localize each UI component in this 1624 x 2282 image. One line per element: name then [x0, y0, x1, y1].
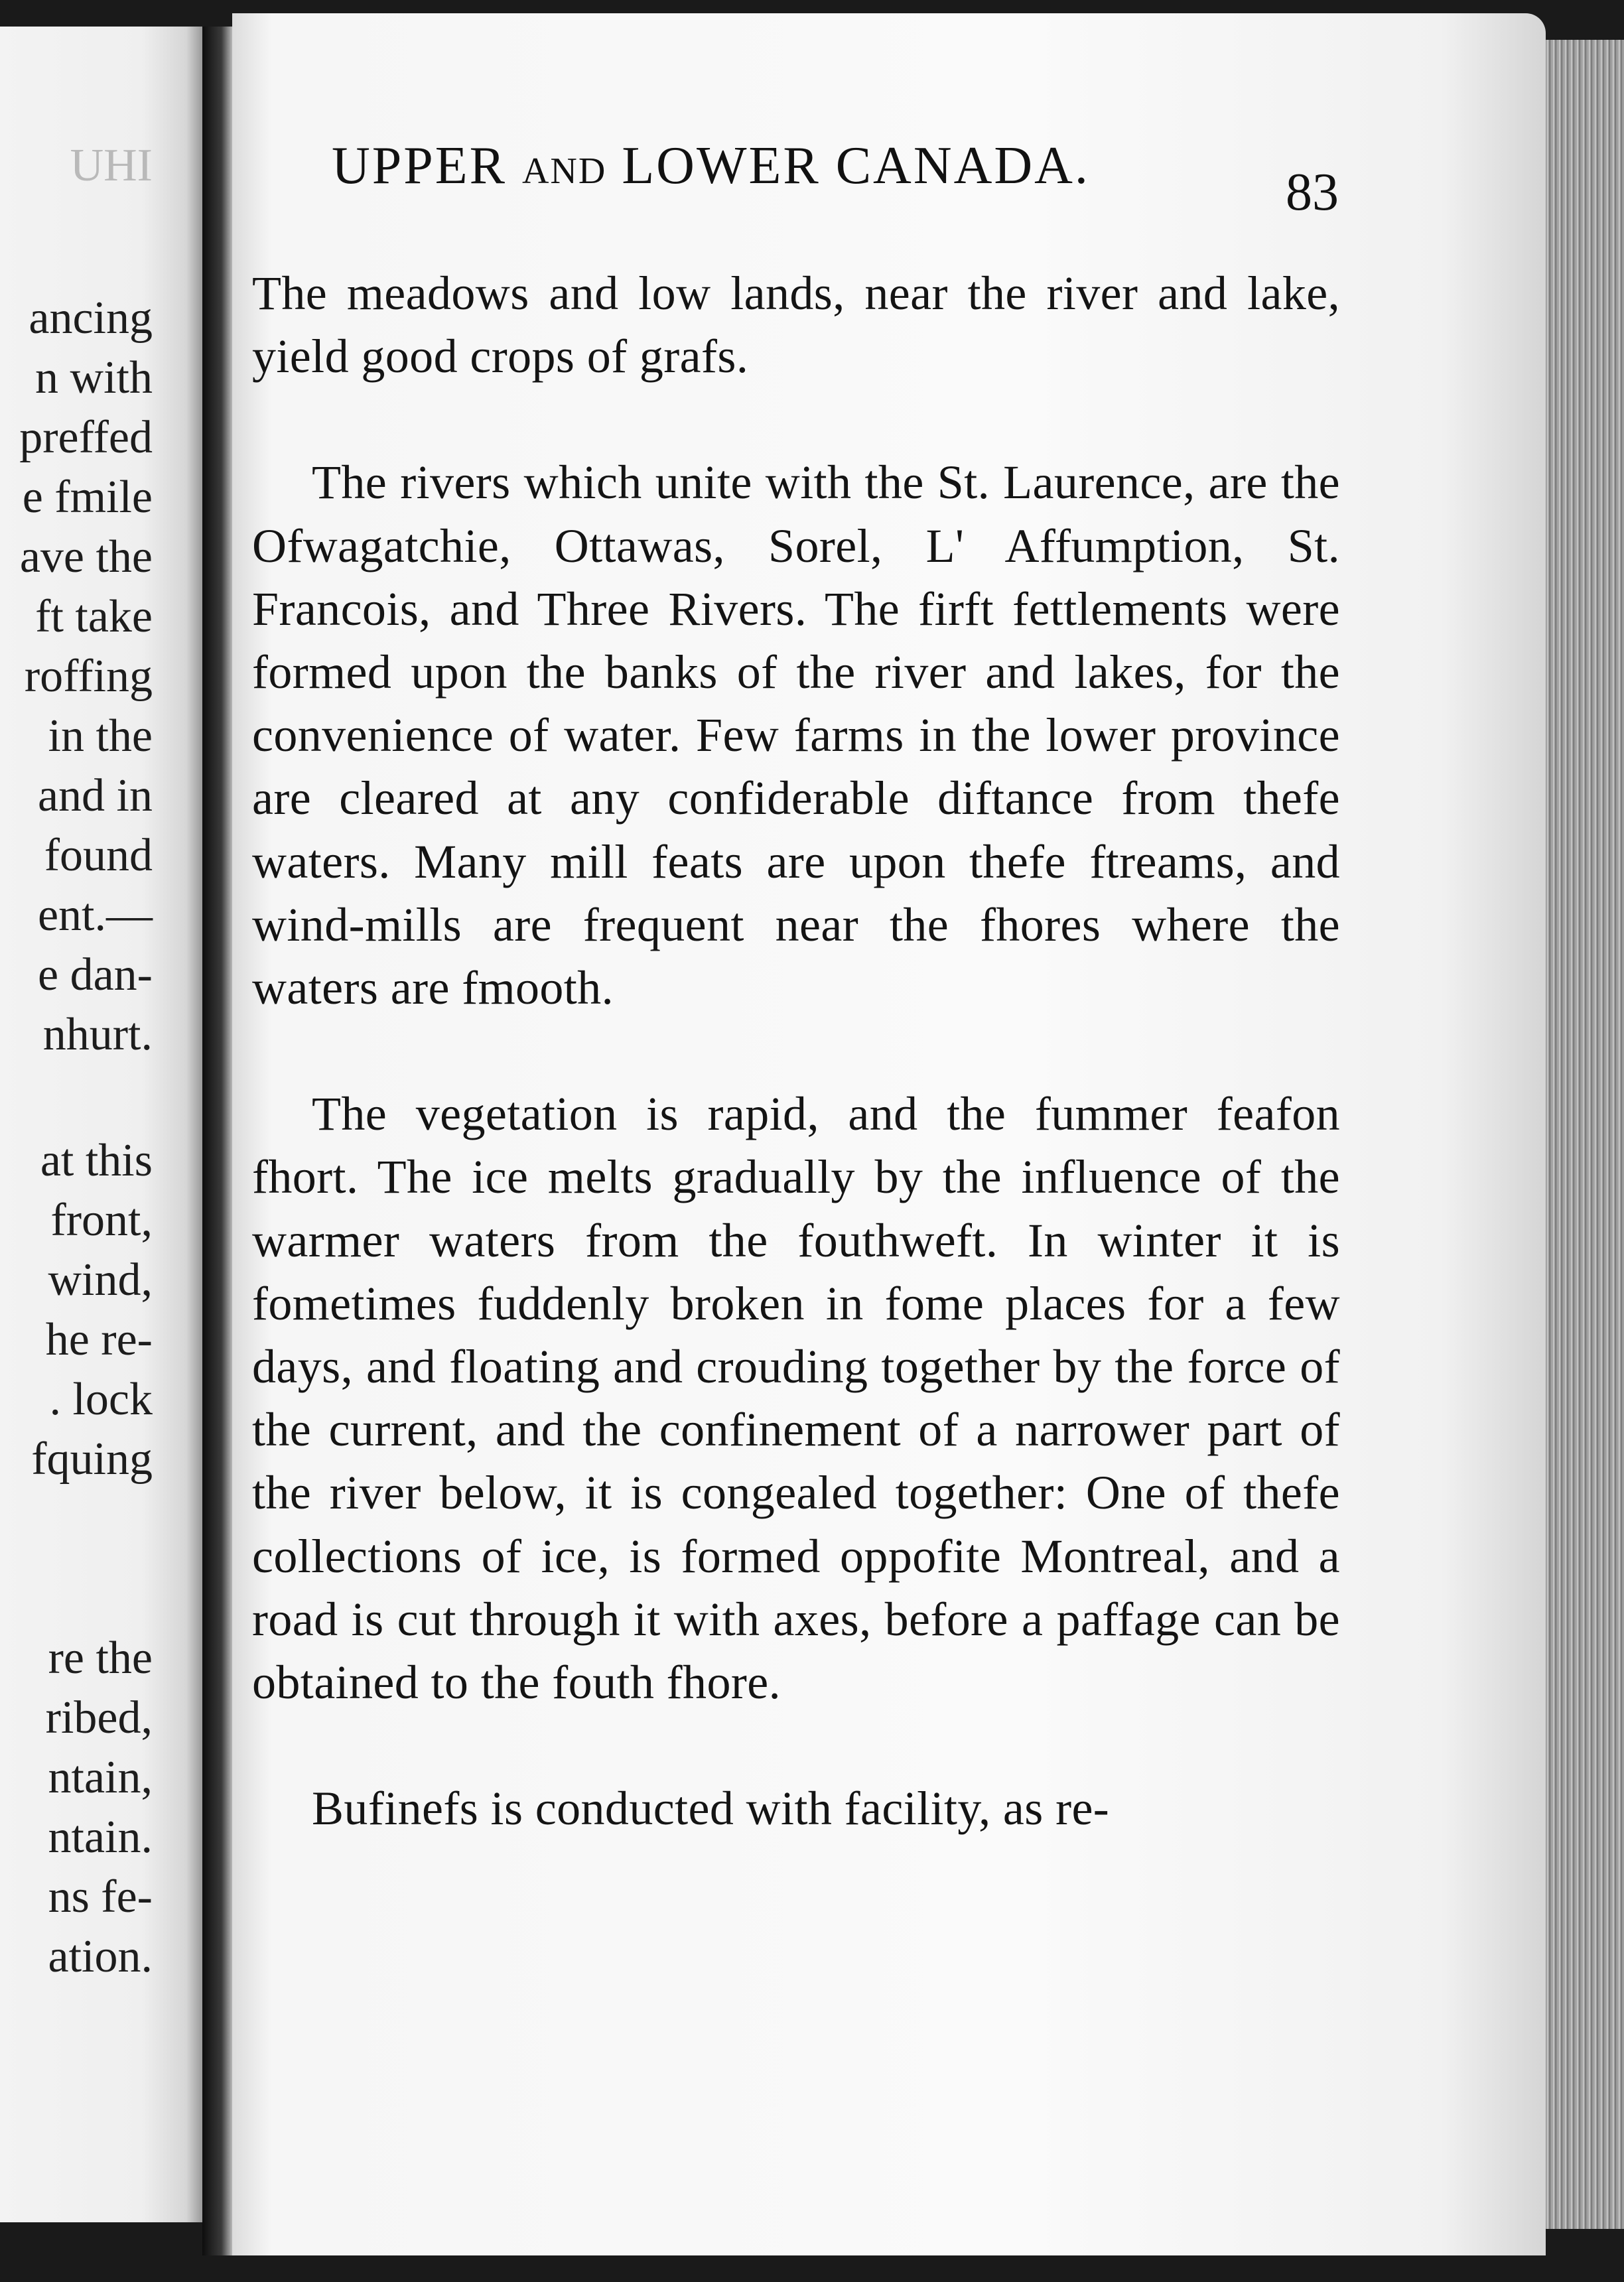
left-page-line: and in	[37, 770, 153, 821]
left-page-line: e dan-	[38, 949, 153, 1000]
left-page-line: ave the	[19, 531, 153, 582]
left-page-line: ft take	[35, 591, 153, 642]
left-page-line: preffed	[19, 412, 153, 463]
left-page-line: wind,	[48, 1254, 153, 1306]
facing-page-left	[0, 27, 202, 2222]
page-body	[252, 262, 1340, 1840]
running-head-and: AND	[521, 151, 607, 192]
left-page-line: ntain,	[48, 1752, 153, 1803]
left-page-line: front,	[50, 1195, 153, 1246]
left-page-line: nhurt.	[42, 1009, 153, 1060]
paragraph-business: Bufinefs is conducted with facility, as re-	[312, 1782, 1110, 1836]
running-head	[332, 136, 1090, 201]
paragraph-meadows: The meadows and low lands, near the river and lake, yield good crops of grafs.	[252, 267, 1340, 383]
left-page-line: e fmile	[22, 472, 153, 523]
left-page-line: found	[44, 830, 153, 881]
paragraph-rivers: The rivers which unite with the St. Laurence, are the Ofwagatchie, Ottawas, Sorel, L' Affumption, St. Francois, and Three Rivers. The firft fettlements were formed upon the banks of the river and lakes, for the convenience of water. Few farms in the lower province are cleared at any confiderable diftance from thefe waters. Many mill feats are upon thefe ftreams, and wind-mills are frequent near the fhores where the waters are fmooth.	[252, 456, 1340, 1015]
left-page-line: ntain.	[48, 1812, 153, 1863]
paragraph-vegetation: The vegetation is rapid, and the fummer feafon fhort. The ice melts gradually by the influence of the warmer waters from the fouthweft. In winter it is fometimes fuddenly broken in fome places for a few days, and floating and crouding together by the force of the current, and the confinement of a narrower part of the river below, it is congealed together: One of thefe collections of ice, is formed oppofite Montreal, and a road is cut through it with axes, before a paffage can be obtained to the fouth fhore.	[252, 1087, 1340, 1710]
page-number: 83	[1286, 163, 1339, 222]
left-page-line: . lock	[49, 1374, 153, 1425]
left-page-line: ns fe-	[48, 1871, 153, 1922]
book-gutter	[202, 27, 234, 2255]
page-edges-stack	[1546, 40, 1624, 2229]
left-page-line: ribed,	[45, 1692, 153, 1743]
left-page-line: ation.	[48, 1931, 153, 1982]
left-page-line: in the	[48, 710, 153, 762]
left-page-line: he re-	[45, 1314, 153, 1365]
left-page-line: re the	[48, 1633, 153, 1684]
left-page-line: fquing	[31, 1434, 153, 1485]
left-page-line: roffing	[24, 651, 153, 702]
left-page-line: n with	[35, 352, 153, 403]
running-head-upper: UPPER	[332, 137, 507, 195]
left-page-line: ancing	[29, 293, 153, 344]
running-head-lower-canada: LOWER CANADA.	[622, 137, 1090, 195]
left-page-line: ent.—	[37, 890, 153, 941]
left-page-line: at this	[40, 1135, 153, 1186]
left-page-line: UHI	[70, 140, 153, 191]
